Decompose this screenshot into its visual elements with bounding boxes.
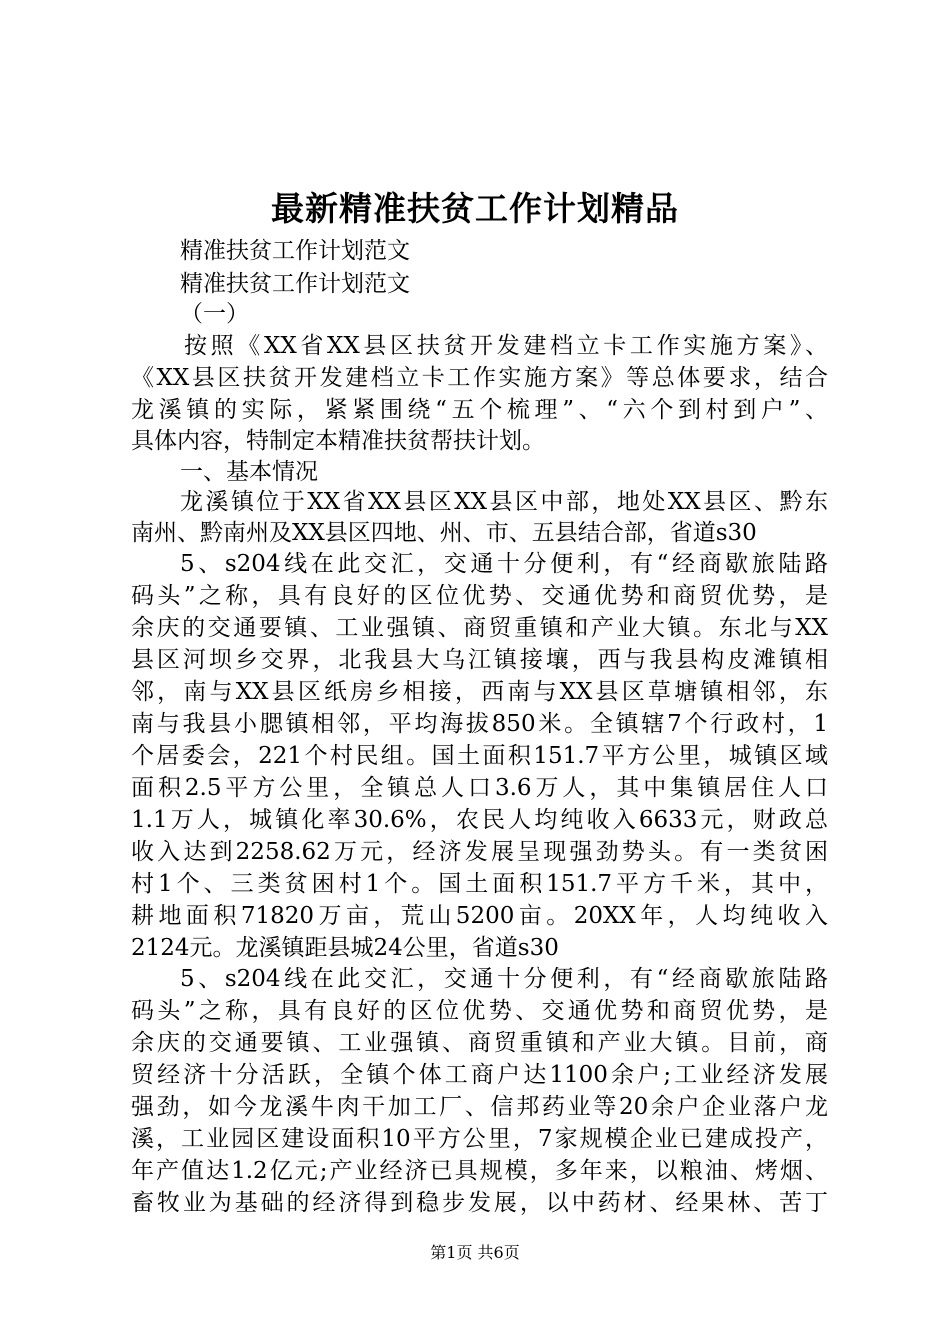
paragraph-line: 贸经济十分活跃，全镇个体工商户达1100余户;工业经济发展	[131, 1062, 828, 1088]
paragraph-line: 余庆的交通要镇、工业强镇、商贸重镇和产业大镇。目前，商	[131, 1030, 828, 1056]
document-title: 最新精准扶贫工作计划精品	[271, 189, 679, 228]
section-number: （一）	[180, 301, 249, 327]
paragraph-line: 南州、黔南州及XX县区四地、州、市、五县结合部，省道s30	[131, 520, 757, 546]
paragraph-line: 龙溪镇位于XX省XX县区XX县区中部，地处XX县区、黔东	[180, 489, 828, 515]
section-heading: 一、基本情况	[180, 459, 318, 485]
paragraph-line: 1.1万人，城镇化率30.6%，农民人均纯收入6633元，财政总	[131, 807, 828, 833]
paragraph-line: 码头”之称，具有良好的区位优势、交通优势和商贸优势，是	[131, 583, 828, 609]
paragraph-line: 龙溪镇的实际，紧紧围绕“五个梳理”、“六个到村到户”、	[131, 397, 828, 423]
paragraph-line: 溪，工业园区建设面积10平方公里，7家规模企业已建成投产，	[131, 1126, 828, 1152]
paragraph-line: 收入达到2258.62万元，经济发展呈现强劲势头。有一类贫困	[131, 839, 828, 865]
subtitle-line: 精准扶贫工作计划范文	[180, 271, 410, 297]
paragraph-line: 按照《XX省XX县区扶贫开发建档立卡工作实施方案》、	[184, 333, 828, 359]
paragraph-line: 个居委会，221个村民组。国土面积151.7平方公里，城镇区域	[131, 743, 828, 769]
paragraph-line: 县区河坝乡交界，北我县大乌江镇接壤，西与我县构皮滩镇相	[131, 647, 828, 673]
paragraph-line: 南与我县小腮镇相邻，平均海拔850米。全镇辖7个行政村，1	[131, 711, 828, 737]
page-footer: 第1页 共6页	[430, 1243, 520, 1262]
subtitle-line: 精准扶贫工作计划范文	[180, 238, 410, 264]
paragraph-line: 面积2.5平方公里，全镇总人口3.6万人，其中集镇居住人口	[131, 775, 828, 801]
paragraph-line: 码头”之称，具有良好的区位优势、交通优势和商贸优势，是	[131, 998, 828, 1024]
paragraph-line: 2124元。龙溪镇距县城24公里，省道s30	[131, 935, 559, 961]
paragraph-line: 年产值达1.2亿元;产业经济已具规模，多年来，以粮油、烤烟、	[131, 1158, 828, 1184]
paragraph-line: 5、s204线在此交汇，交通十分便利，有“经商歇旅陆路	[180, 551, 828, 577]
paragraph-line: 余庆的交通要镇、工业强镇、商贸重镇和产业大镇。东北与XX	[131, 615, 828, 641]
paragraph-line: 畜牧业为基础的经济得到稳步发展，以中药材、经果林、苦丁	[131, 1190, 828, 1216]
paragraph-line: 村1个、三类贫困村1个。国土面积151.7平方千米，其中，	[131, 871, 828, 897]
paragraph-line: 邻，南与XX县区纸房乡相接，西南与XX县区草塘镇相邻，东	[131, 679, 828, 705]
paragraph-line: 《XX县区扶贫开发建档立卡工作实施方案》等总体要求，结合	[131, 365, 828, 391]
paragraph-line: 耕地面积71820万亩，荒山5200亩。20XX年，人均纯收入	[131, 903, 828, 929]
paragraph-line: 具体内容，特制定本精准扶贫帮扶计划。	[131, 428, 545, 454]
paragraph-line: 强劲，如今龙溪牛肉干加工厂、信邦药业等20余户企业落户龙	[131, 1094, 828, 1120]
paragraph-line: 5、s204线在此交汇，交通十分便利，有“经商歇旅陆路	[180, 966, 828, 992]
